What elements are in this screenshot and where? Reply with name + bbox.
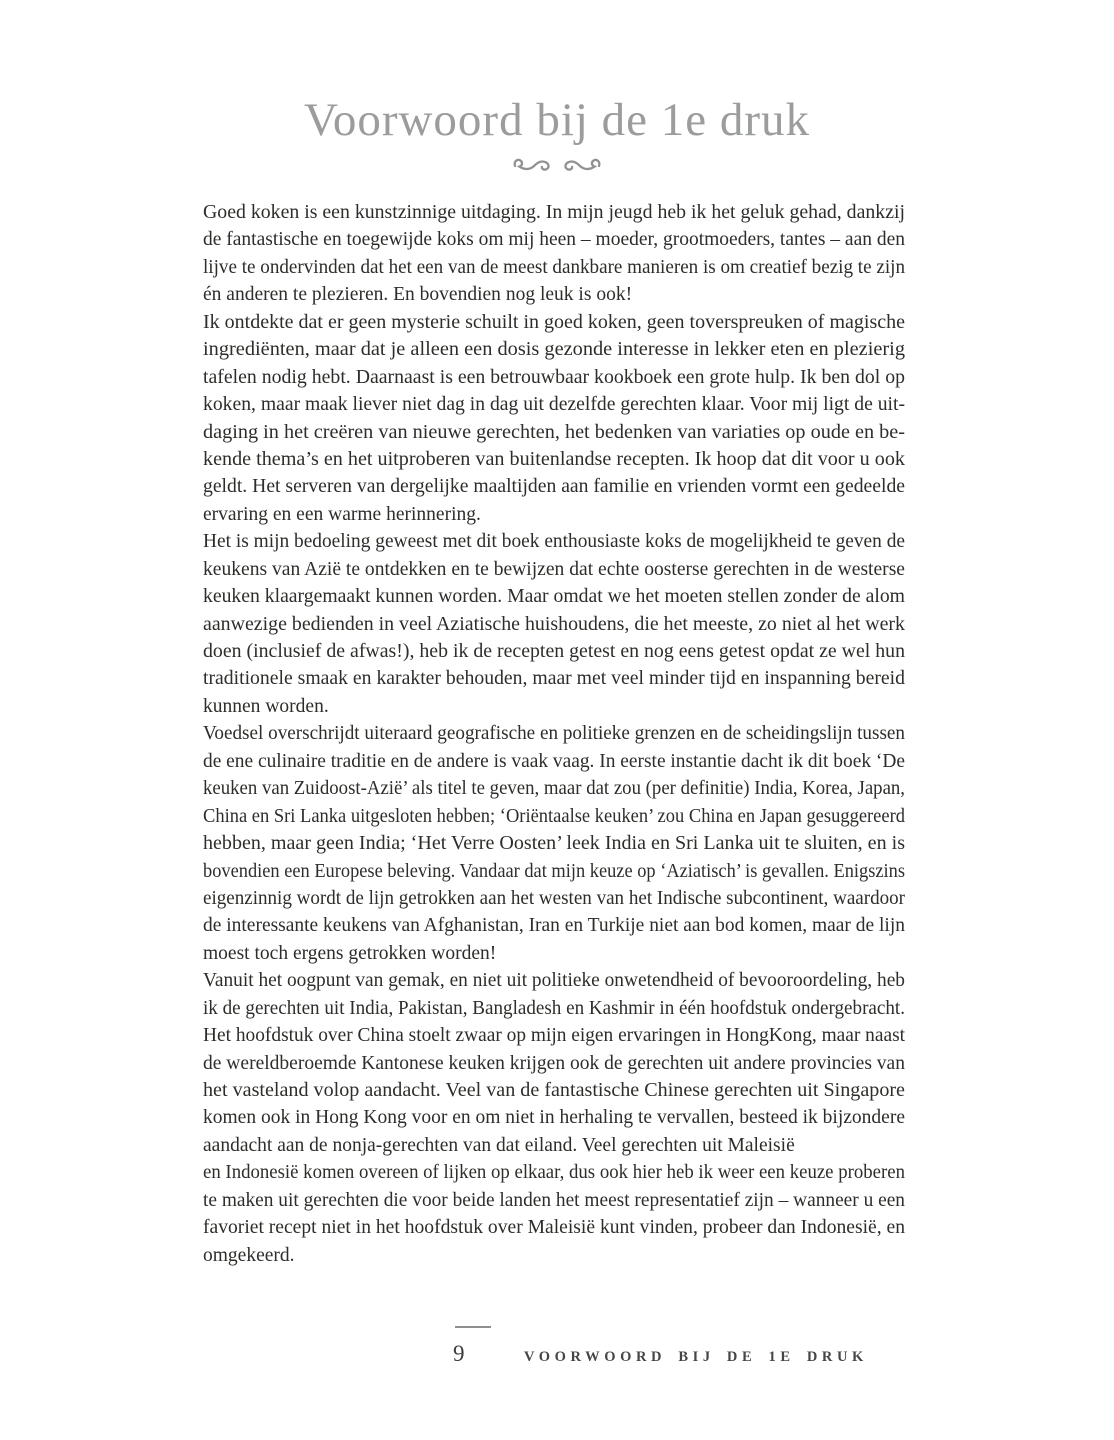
text-line: ingrediënten, maar dat je alleen een dosis gezonde interesse in lekker eten en plezierig — [203, 338, 905, 361]
text-line: China en Sri Lanka uitgesloten hebben; ‘Oriëntaalse keuken’ zou China en Japan gesuggereerd — [203, 804, 905, 827]
text-line: Het hoofdstuk over China stoelt zwaar op mijn eigen ervaringen in HongKong, maar naast — [203, 1024, 905, 1047]
text-line: doen (inclusief de afwas!), heb ik de recepten getest en nog eens getest opdat ze wel hun — [203, 640, 906, 662]
text-line: Het is mijn bedoeling geweest met dit boek enthousiaste koks de mogelijkheid te geven de — [203, 530, 905, 553]
page-title: Voorwoord bij de 1e druk — [303, 94, 811, 146]
text-line: de wereldberoemde Kantonese keuken krijgen ook de gerechten uit andere provincies van — [203, 1051, 905, 1074]
text-line: eigenzinnig wordt de lijn getrokken aan het westen van het Indische subcontinent, waardoor — [203, 886, 905, 909]
text-line: ik de gerechten uit India, Pakistan, Bangladesh en Kashmir in één hoofdstuk ondergebracht. — [203, 996, 905, 1019]
flourish-icon — [511, 155, 603, 178]
text-line: moest toch ergens getrokken worden! — [203, 941, 497, 964]
text-line: aandacht aan de nonja-gerechten van dat eiland. Veel gerechten uit Maleisië — [203, 1133, 795, 1156]
text-line: keuken van Zuidoost-Azië’ als titel te geven, maar dat zou (per definitie) India, Korea, Japan, — [203, 777, 905, 800]
text-line: koken, maar maak liever niet dag in dag uit dezelfde gerechten klaar. Voor mij ligt de uit- — [203, 393, 905, 416]
text-line: keuken klaargemaakt kunnen worden. Maar omdat we het moeten stellen zonder de alom — [203, 585, 905, 608]
text-line: kunnen worden. — [203, 694, 329, 717]
body-text — [203, 199, 905, 1269]
text-line: keukens van Azië te ontdekken en te bewijzen dat echte oosterse gerechten in de westerse — [203, 557, 905, 580]
text-line: aanwezige bedienden in veel Aziatische huishoudens, die het meeste, zo niet al het werk — [203, 612, 905, 635]
text-line: hebben, maar geen India; ‘Het Verre Oosten’ leek India en Sri Lanka uit te sluiten, en is — [203, 832, 905, 855]
text-line: traditionele smaak en karakter behouden, maar met veel minder tijd en inspanning bereid — [203, 667, 905, 690]
footer-rule — [455, 1326, 491, 1328]
text-line: geldt. Het serveren van dergelijke maaltijden aan familie en vrienden vormt een gedeelde — [203, 475, 905, 498]
text-line: de fantastische en toegewijde koks om mij heen – moeder, grootmoeders, tantes – aan den — [203, 228, 905, 251]
text-line: komen ook in Hong Kong voor en om niet in herhaling te vervallen, besteed ik bijzondere — [203, 1106, 905, 1129]
text-line: Vanuit het oogpunt van gemak, en niet uit politieke onwetendheid of bevooroordeling, heb — [203, 969, 905, 992]
text-line: ervaring en een warme herinnering. — [203, 502, 481, 525]
text-line: te maken uit gerechten die voor beide landen het meest representatief zijn – wanneer u een — [203, 1188, 905, 1211]
running-title: VOORWOORD BIJ DE 1E DRUK — [524, 1349, 868, 1365]
text-line: kende thema’s en het uitproberen van buitenlandse recepten. Ik hoop dat dit voor u ook — [203, 447, 905, 470]
text-line: én anderen te plezieren. En bovendien nog leuk is ook! — [203, 283, 633, 306]
text-line: de interessante keukens van Afghanistan, Iran en Turkije niet aan bod komen, maar de lijn — [203, 914, 905, 937]
text-line: tafelen nodig hebt. Daarnaast is een betrouwbaar kookboek een grote hulp. Ik ben dol op — [203, 365, 905, 388]
text-line: Voedsel overschrijdt uiteraard geografische en politieke grenzen en de scheidingslijn tussen — [203, 722, 905, 745]
text-line: lijve te ondervinden dat het een van de meest dankbare manieren is om creatief bezig te zijn — [203, 255, 905, 278]
text-line: de ene culinaire traditie en de andere is vaak vaag. In eerste instantie dacht ik dit boek ‘De — [203, 749, 905, 772]
text-line: en Indonesië komen overeen of lijken op elkaar, dus ook hier heb ik weer een keuze proberen — [203, 1161, 905, 1184]
text-line: bovendien een Europese beleving. Vandaar dat mijn keuze op ‘Aziatisch’ is gevallen. Enigszins — [203, 859, 905, 882]
text-line: Goed koken is een kunstzinnige uitdaging. In mijn jeugd heb ik het geluk gehad, dankzij — [203, 201, 905, 223]
text-line: het vasteland volop aandacht. Veel van de fantastische Chinese gerechten uit Singapore — [203, 1079, 905, 1101]
page-number: 9 — [453, 1341, 465, 1366]
text-line: omgekeerd. — [203, 1243, 295, 1266]
text-line: daging in het creëren van nieuwe gerechten, het bedenken van variaties op oude en be- — [203, 420, 905, 443]
text-line: favoriet recept niet in het hoofdstuk over Maleisië kunt vinden, probeer dan Indonesië, en — [203, 1216, 905, 1239]
text-line: Ik ontdekte dat er geen mysterie schuilt in goed koken, geen toverspreuken of magische — [203, 310, 905, 333]
ornament-row — [0, 155, 1114, 178]
